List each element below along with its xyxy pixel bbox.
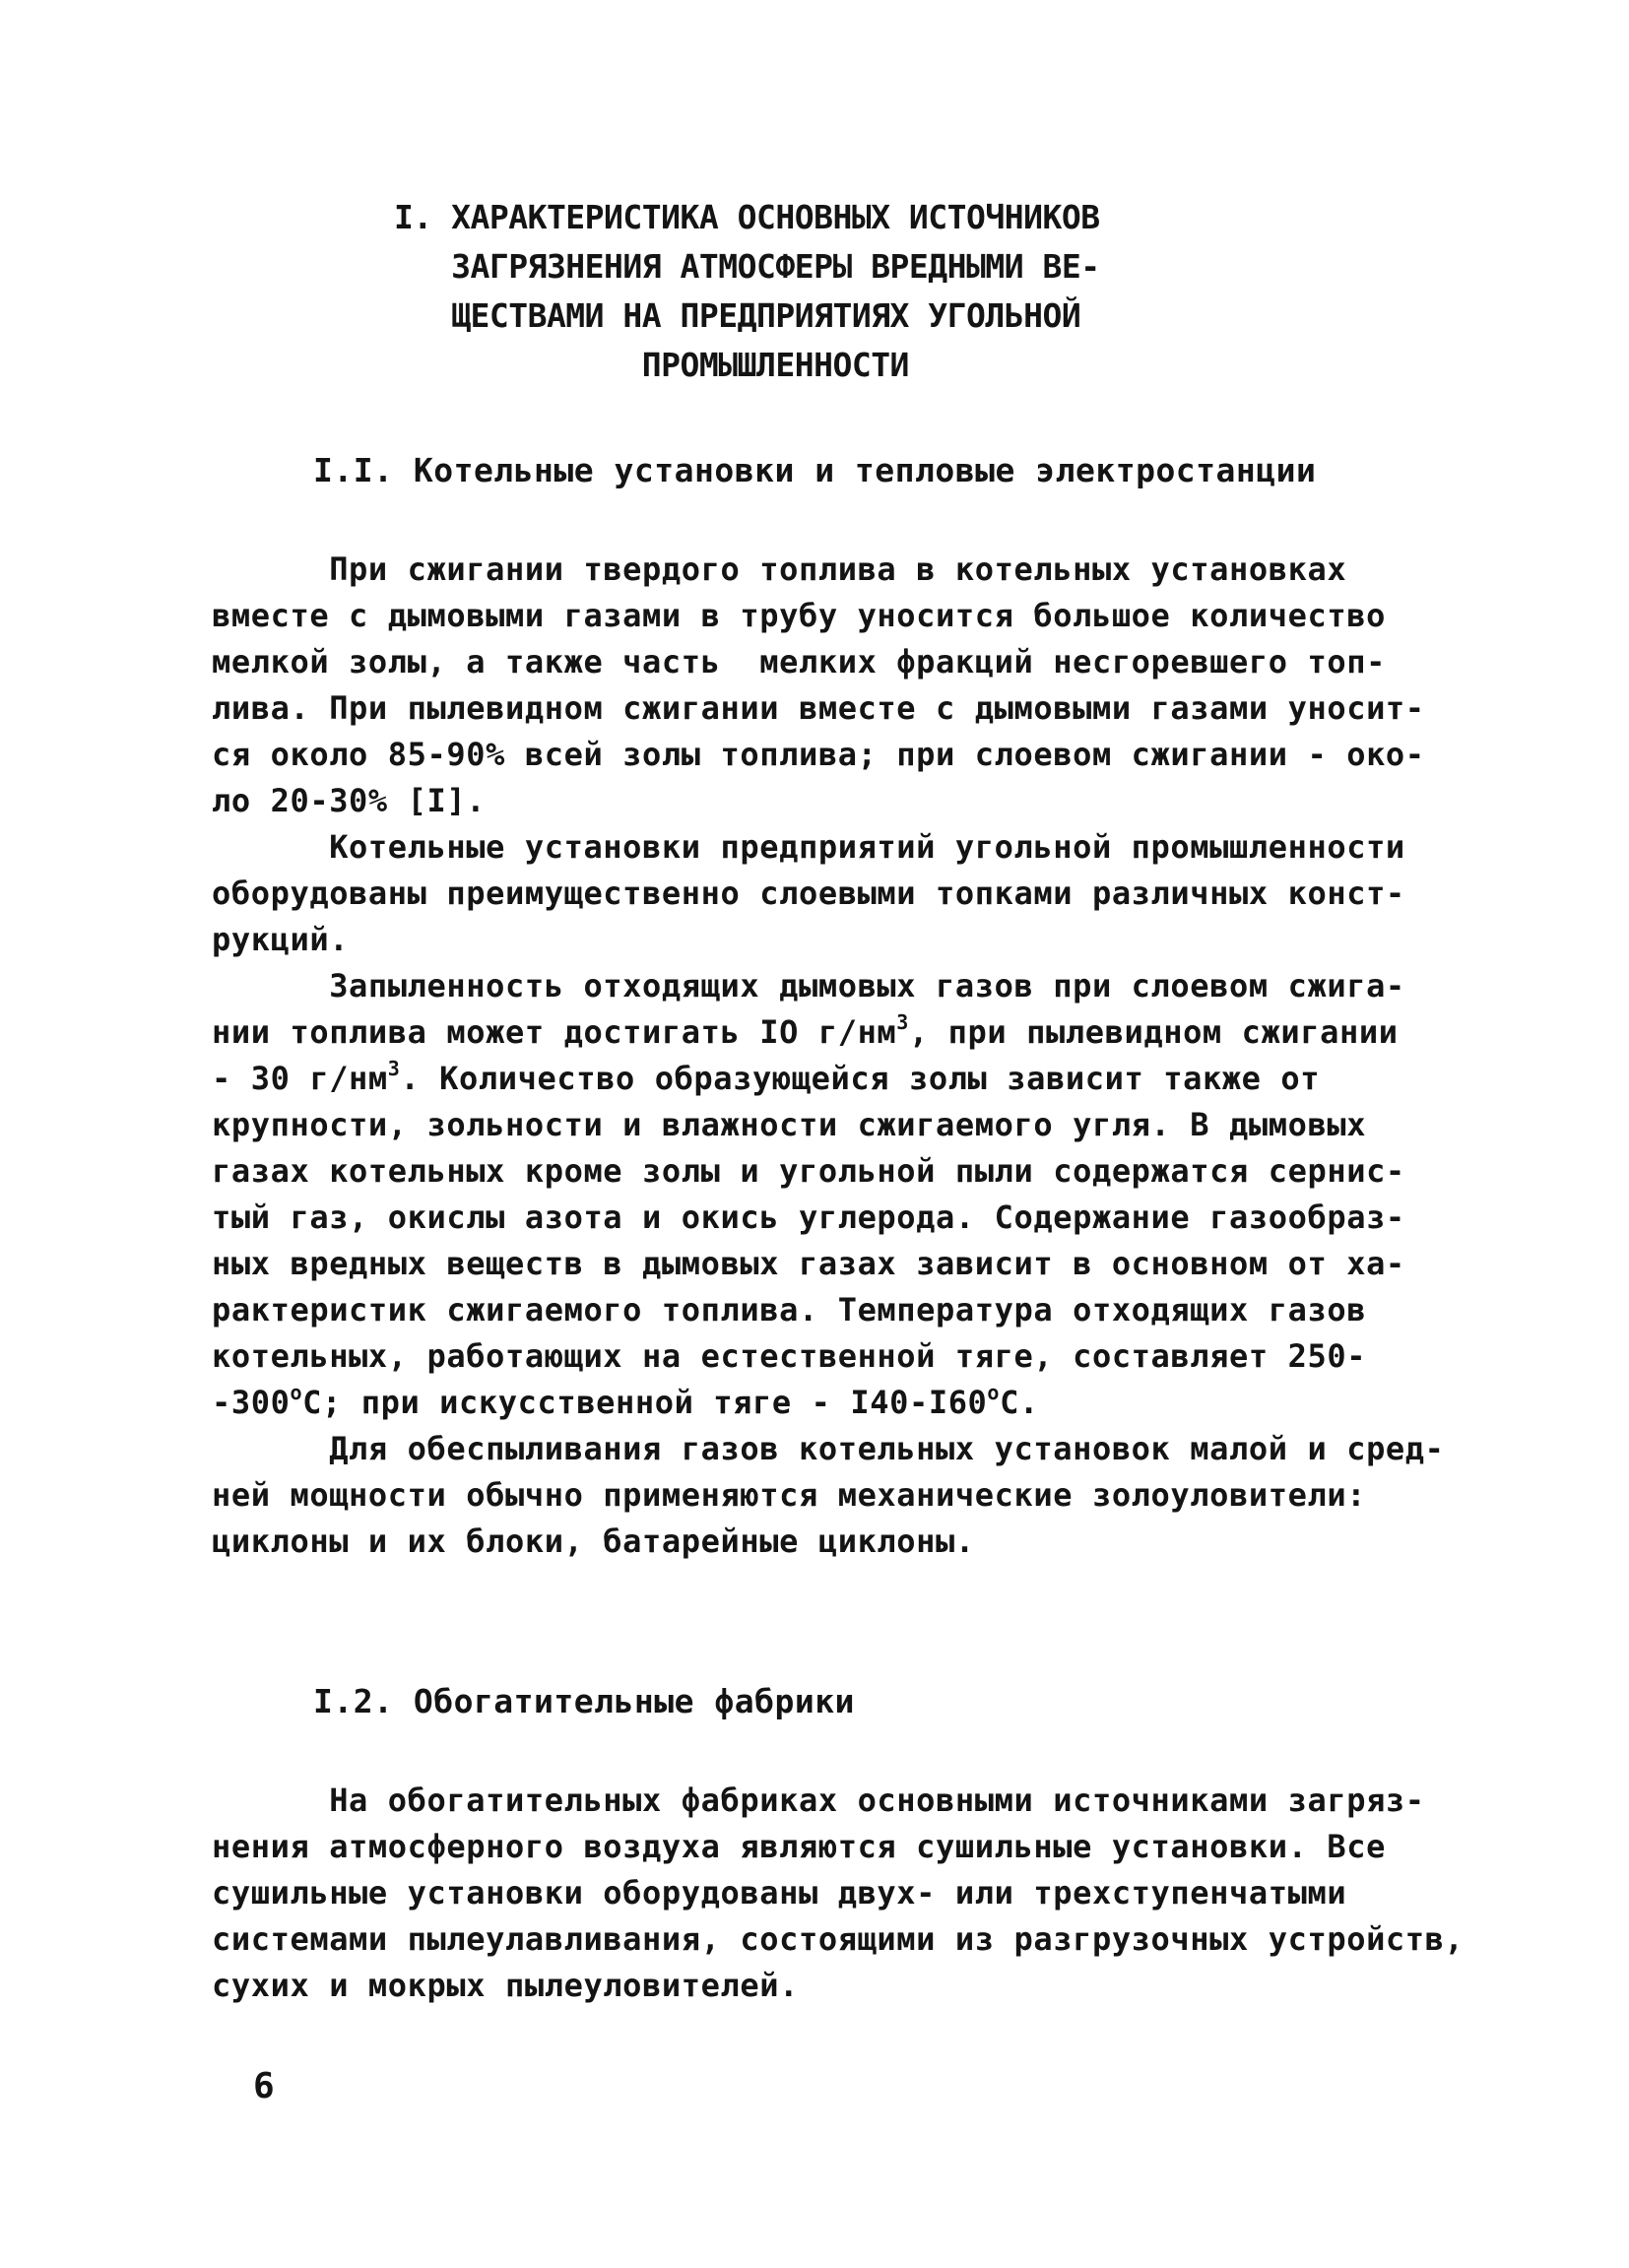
text-line: тый газ, окислы азота и окись углерода. Содержание газообраз- bbox=[212, 1199, 1405, 1236]
superscript: o bbox=[290, 1381, 303, 1404]
text-line: крупности, зольности и влажности сжигаемого угля. В дымовых bbox=[212, 1106, 1367, 1143]
text-fragment: нии топлива может достигать IO г/нм bbox=[212, 1013, 897, 1051]
text-fragment: С; при искусственной тяге - I40-I60 bbox=[302, 1384, 988, 1421]
page-number: 6 bbox=[253, 2066, 275, 2106]
text-line: котельных, работающих на естественной тяге, составляет 250- bbox=[212, 1337, 1367, 1375]
text-line: мелкой золы, а также часть мелких фракций несгоревшего топ- bbox=[212, 643, 1386, 680]
text-line bbox=[212, 1056, 1413, 1102]
text-fragment: . Количество образующейся золы зависит также от bbox=[400, 1060, 1321, 1097]
text-line: рактеристик сжигаемого топлива. Температура отходящих газов bbox=[212, 1291, 1367, 1328]
section-1-2-body bbox=[212, 1778, 1465, 2009]
text-line bbox=[212, 1380, 1413, 1426]
text-line: оборудованы преимущественно слоевыми топками различных конст- bbox=[212, 875, 1405, 912]
superscript: 3 bbox=[387, 1057, 401, 1080]
text-line: Запыленность отходящих дымовых газов при слоевом сжига- bbox=[212, 967, 1405, 1004]
text-line: Котельные установки предприятий угольной промышленности bbox=[212, 828, 1405, 866]
text-line: сушильные установки оборудованы двух- или трехступенчатыми bbox=[212, 1874, 1347, 1912]
text-fragment: , при пылевидном сжигании bbox=[908, 1013, 1399, 1051]
text-line: ных вредных веществ в дымовых газах зависит в основном от ха- bbox=[212, 1245, 1405, 1282]
chapter-title bbox=[394, 193, 1182, 390]
text-line: Для обеспыливания газов котельных установок малой и сред- bbox=[212, 1430, 1445, 1467]
chapter-title-line: ЩЕСТВАМИ НА ПРЕДПРИЯТИЯХ УГОЛЬНОЙ bbox=[394, 296, 1081, 335]
text-line: газах котельных кроме золы и угольной пыли содержатся сернис- bbox=[212, 1152, 1405, 1190]
text-line: системами пылеулавливания, состоящими из разгрузочных устройств, bbox=[212, 1920, 1465, 1958]
text-line: лива. При пылевидном сжигании вместе с дымовыми газами уносит- bbox=[212, 689, 1425, 727]
text-line: ло 20-30% [I]. bbox=[212, 782, 487, 819]
chapter-title-line: ПРОМЫШЛЕННОСТИ bbox=[394, 346, 909, 384]
superscript: 3 bbox=[896, 1010, 909, 1034]
text-fragment: -300 bbox=[212, 1384, 291, 1421]
text-line: нения атмосферного воздуха являются сушильные установки. Все bbox=[212, 1828, 1386, 1865]
text-line: рукций. bbox=[212, 921, 350, 958]
text-line: При сжигании твердого топлива в котельных установках bbox=[212, 551, 1347, 588]
text-line: сухих и мокрых пылеуловителей. bbox=[212, 1967, 799, 2004]
chapter-title-line: I. ХАРАКТЕРИСТИКА ОСНОВНЫХ ИСТОЧНИКОВ bbox=[394, 198, 1100, 236]
section-heading-1-2: I.2. Обогатительные фабрики bbox=[313, 1682, 855, 1720]
section-heading-1-1: I.I. Котельные установки и тепловые электростанции bbox=[313, 451, 1317, 489]
chapter-title-line: ЗАГРЯЗНЕНИЯ АТМОСФЕРЫ ВРЕДНЫМИ ВЕ- bbox=[394, 247, 1100, 286]
text-line: вместе с дымовыми газами в трубу уносится большое количество bbox=[212, 597, 1386, 634]
text-line: ней мощности обычно применяются механические золоуловители: bbox=[212, 1476, 1367, 1514]
text-fragment: - 30 г/нм bbox=[212, 1060, 388, 1097]
text-line: ся около 85-90% всей золы топлива; при слоевом сжигании - око- bbox=[212, 736, 1425, 773]
superscript: o bbox=[987, 1381, 1001, 1404]
text-line: На обогатительных фабриках основными источниками загряз- bbox=[212, 1782, 1425, 1819]
section-1-1-body bbox=[212, 547, 1445, 1565]
text-line bbox=[212, 1009, 1413, 1056]
text-fragment: С. bbox=[1000, 1384, 1039, 1421]
text-line: циклоны и их блоки, батарейные циклоны. bbox=[212, 1523, 975, 1560]
